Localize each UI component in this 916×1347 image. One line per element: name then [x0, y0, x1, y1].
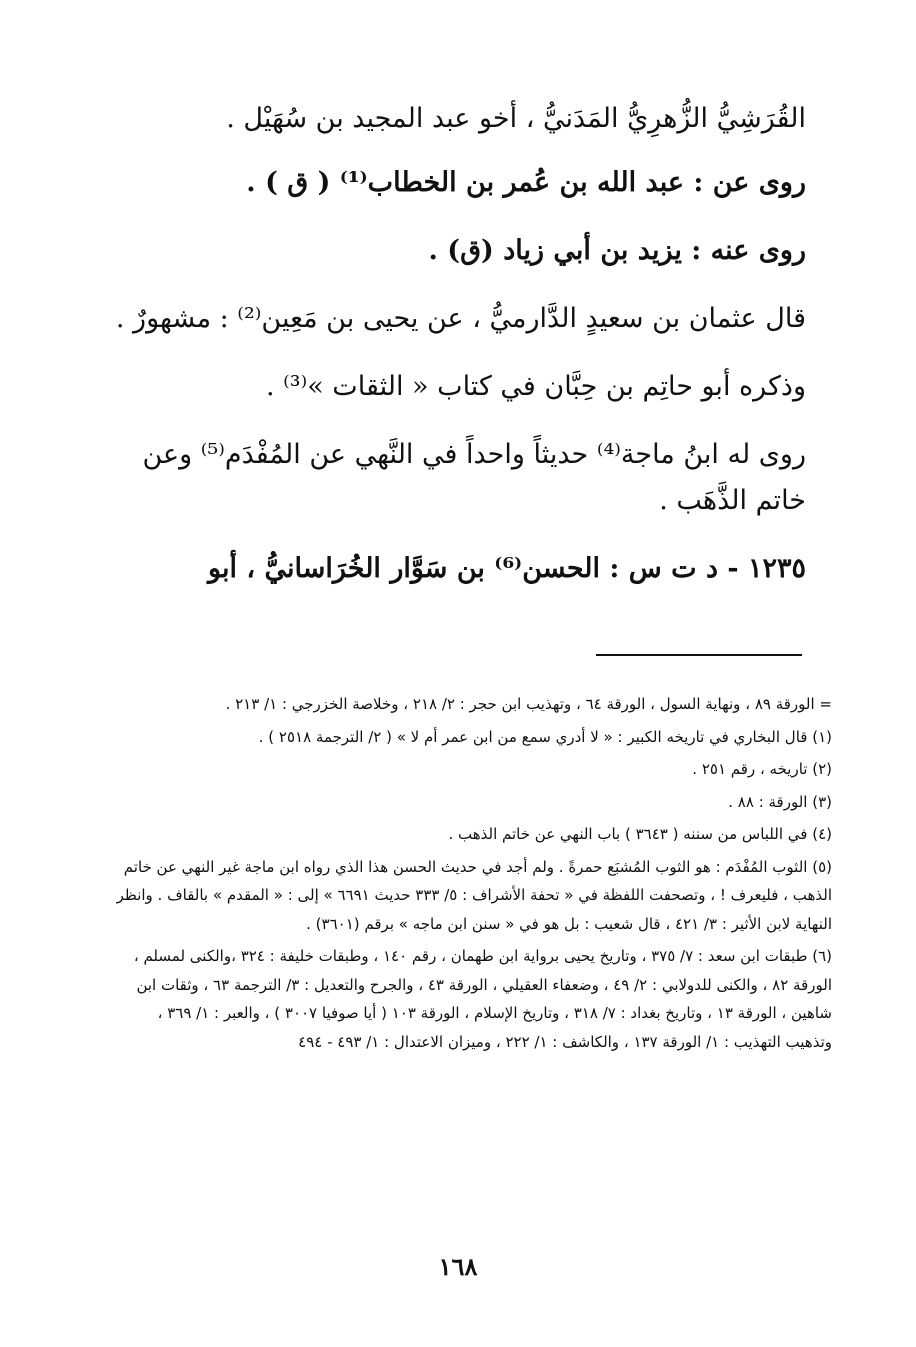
main-paragraph-narrated-by: روى عنه : يزيد بن أبي زياد (ق) . [428, 235, 806, 266]
main-paragraph-thiqat: وذكره أبو حاتِم بن حِبَّان في كتاب « الثقات »⁽³⁾ . [265, 371, 806, 402]
footnote-5: (٥) الثوب المُفْدَم : هو الثوب المُشبَع حمرةً . ولم أجد في حديث الحسن هذا الذي رواه ابن ماجة غير النهي عن خاتم الذهب ، فليعرف ! ، وتصحفت اللفظة في « تحفة الأشراف : ٥/ ٣٣٣ حديث ٦٦٩١ » إلى : « المقدم » بالقاف . وانظر النهاية لابن الأثير : ٣/ ٤٢١ ، قال شعيب : بل هو في « سنن ابن ماجه » برقم (٣٦٠١) . [116, 857, 832, 933]
page-number: ١٦٨ [438, 1252, 478, 1281]
footnote-2: (٢) تاريخه ، رقم ٢٥١ . [692, 760, 832, 778]
footnote-3: (٣) الورقة : ٨٨ . [728, 792, 832, 811]
main-text [110, 96, 806, 614]
footnote-1: (١) قال البخاري في تاريخه الكبير : « لا أدري سمع من ابن عمر أم لا » ( ٢/ الترجمة ٢٥١٨ ) . [258, 727, 832, 746]
entry-heading-1235: ١٢٣٥ - د ت س : الحسن⁽⁶⁾ بن سَوَّار الخُرَاسانيُّ ، أبو [208, 553, 806, 584]
main-paragraph-1: القُرَشِيُّ الزُّهرِيُّ المَدَنيُّ ، أخو عبد المجيد بن سُهَيْل . [226, 103, 806, 134]
main-paragraph-narrated-from: روى عن : عبد الله بن عُمر بن الخطاب⁽¹⁾ ( ق ) . [246, 167, 806, 198]
footnotes [114, 690, 832, 1060]
footnote-divider [596, 654, 802, 656]
footnote-6: (٦) طبقات ابن سعد : ٧/ ٣٧٥ ، وتاريخ يحيى برواية ابن طهمان ، رقم ١٤٠ ، وطبقات خليفة : ٣٢٤ ،والكنى لمسلم ، الورقة ٨٢ ، والكنى للدولابي : ٢/ ٤٩ ، وضعفاء العقيلي ، الورقة ٤٣ ، والجرح والتعديل : ٣/ الترجمة ٦٣ ، وثقات ابن شاهين ، الورقة ١٣ ، وتاريخ بغداد : ٧/ ٣١٨ ، وتاريخ الإسلام ، الورقة ١٠٣ ( أيا صوفيا ٣٠٠٧ ) ، والعبر : ١/ ٣٦٩ ، وتذهيب التهذيب : ١/ الورقة ١٣٧ ، والكاشف : ١/ ٢٢٢ ، وميزان الاعتدال : ١/ ٤٩٣ - ٤٩٤ [133, 947, 832, 1051]
main-paragraph-darimi: قال عثمان بن سعيدٍ الدَّارميُّ ، عن يحيى بن مَعِين⁽²⁾ : مشهورٌ . [115, 303, 806, 334]
footnote-4: (٤) في اللباس من سننه ( ٣٦٤٣ ) باب النهي عن خاتم الذهب . [448, 825, 832, 843]
footnote-continuation: = الورقة ٨٩ ، ونهاية السول ، الورقة ٦٤ ، وتهذيب ابن حجر : ٢/ ٢١٨ ، وخلاصة الخزرجي : ١/ ٢١٣ . [225, 695, 832, 713]
main-paragraph-ibn-majah: روى له ابنُ ماجة⁽⁴⁾ حديثاً واحداً في النَّهي عن المُفْدَم⁽⁵⁾ وعن خاتم الذَّهَب . [142, 439, 806, 516]
